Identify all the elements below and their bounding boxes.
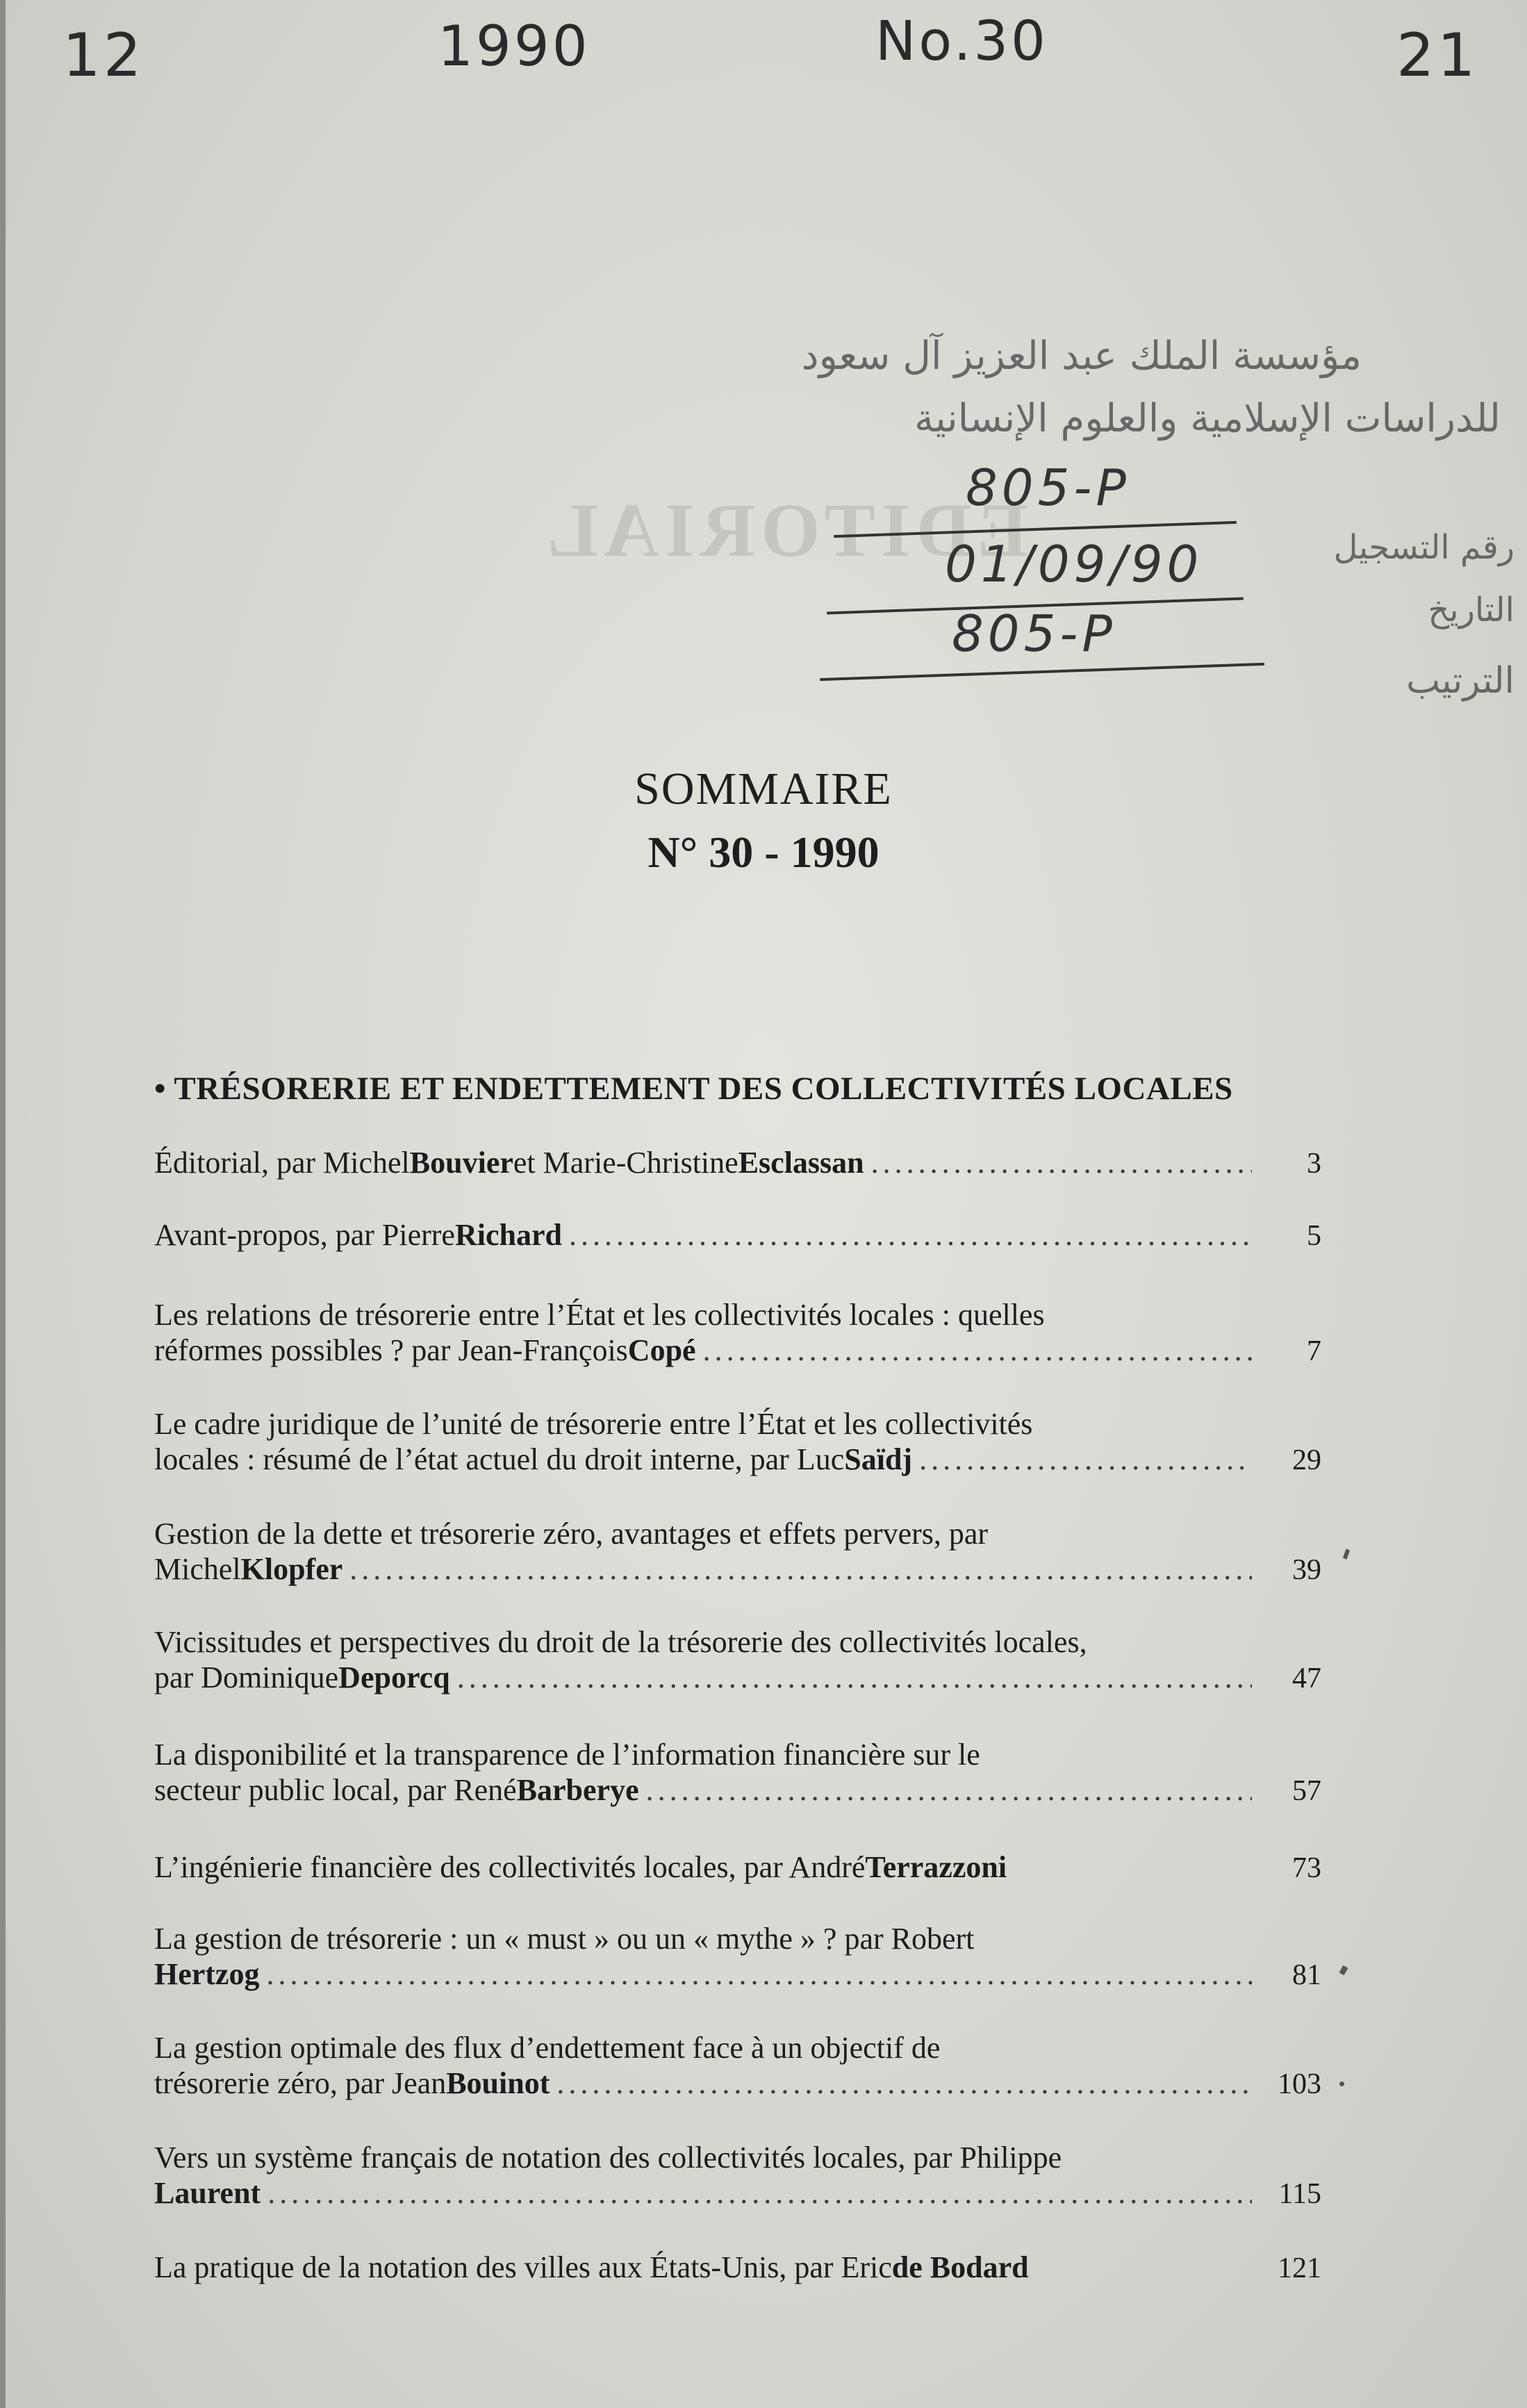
entry-text-line-1: Gestion de la dette et trésorerie zéro, avantages et effets pervers, par [154, 1517, 989, 1551]
margin-mark [1339, 1965, 1348, 1975]
entry-author: Laurent [154, 2176, 261, 2210]
entry-text-line-1: Vers un système français de notation des collectivités locales, par Philippe [154, 2141, 1062, 2175]
entry-author: Barberye [516, 1773, 639, 1807]
stamp-registration: 805-P [966, 459, 1130, 517]
entry-author: Hertzog [154, 1957, 260, 1991]
toc-entry [154, 1849, 1321, 1886]
entry-text: réformes possibles ? par Jean-François [154, 1333, 628, 1367]
handwritten-number-left: 12 [63, 21, 145, 90]
page-number: 39 [1292, 1554, 1321, 1586]
toc-entry [154, 1297, 1321, 1369]
page-number: 29 [1292, 1444, 1321, 1476]
entry-text-line-1: La gestion optimale des flux d’endettement face à un objectif de [154, 2031, 941, 2065]
entry-author: Bouvier [409, 1146, 513, 1180]
margin-mark [1343, 1549, 1350, 1559]
toc-entry [154, 2140, 1321, 2212]
toc-entry [154, 2250, 1321, 2286]
leader-dots [267, 2175, 1252, 2211]
toc-entry [154, 1737, 1321, 1809]
entry-author: Saïdj [844, 1442, 913, 1476]
toc-entry [154, 1406, 1321, 1478]
toc-entry [154, 2030, 1321, 2102]
toc-entry [154, 1516, 1321, 1588]
entry-text: Avant-propos, par Pierre [154, 1218, 455, 1252]
page-edge [0, 0, 6, 2408]
margin-mark [1339, 2081, 1344, 2086]
library-stamp [801, 320, 1514, 709]
leader-dots [871, 1145, 1252, 1180]
entry-text-line-1: La gestion de trésorerie : un « must » ou un « mythe » ? par Robert [154, 1922, 975, 1956]
entry-author: de Bodard [891, 2250, 1029, 2284]
page-number: 115 [1278, 2178, 1321, 2210]
entry-text-line-1: Le cadre juridique de l’unité de trésorerie entre l’État et les collectivités [154, 1407, 1033, 1441]
leader-dots [266, 1956, 1252, 1992]
entry-author: Klopfer [240, 1552, 343, 1586]
stamp-arabic-line-1: مؤسسة الملك عبد العزيز آل سعود [801, 333, 1362, 379]
page-number: 7 [1307, 1335, 1321, 1367]
section-heading: • TRÉSORERIE ET ENDETTEMENT DES COLLECTIVITÉS LOCALES [154, 1071, 1233, 1107]
stamp-arabic-line-4: التاريخ [1428, 591, 1514, 629]
handwritten-year: 1990 [438, 14, 591, 79]
page-number: 81 [1292, 1959, 1321, 1991]
handwritten-issue: No.30 [875, 10, 1048, 73]
entry-author-2: Esclassan [738, 1146, 864, 1180]
entry-author: Deporcq [338, 1660, 450, 1694]
toc-entry [154, 1921, 1321, 1993]
leader-dots [919, 1442, 1252, 1477]
entry-text: Michel [154, 1552, 241, 1586]
toc-entry [154, 1145, 1321, 1182]
stamp-arabic-line-3: رقم التسجيل [1333, 528, 1514, 567]
stamp-rule-3 [820, 663, 1264, 681]
entry-text: secteur public local, par René [154, 1773, 517, 1807]
stamp-arabic-line-5: الترتيب [1406, 660, 1514, 702]
entry-text-line-1: Vicissitudes et perspectives du droit de la trésorerie des collectivités locales, [154, 1625, 1087, 1659]
toc-entry [154, 1217, 1321, 1254]
leader-dots [569, 1217, 1252, 1253]
leader-dots [646, 1772, 1252, 1808]
entry-text: La pratique de la notation des villes aux États-Unis, par Eric [154, 2250, 892, 2284]
entry-text: par Dominique [154, 1660, 339, 1694]
page-number: 47 [1292, 1663, 1321, 1694]
entry-text: Éditorial, par Michel [154, 1146, 410, 1180]
entry-text: trésorerie zéro, par Jean [154, 2066, 447, 2100]
page-title: SOMMAIRE [634, 764, 893, 814]
entry-author: Terrazzoni [865, 1850, 1007, 1884]
page-number: 57 [1292, 1775, 1321, 1807]
page-number: 3 [1307, 1148, 1321, 1180]
entry-text-line-1: Les relations de trésorerie entre l’État et les collectivités locales : quelles [154, 1298, 1045, 1332]
entry-text-line-1: La disponibilité et la transparence de l’information financière sur le [154, 1738, 980, 1772]
page-number: 73 [1292, 1852, 1321, 1884]
leader-dots [349, 1551, 1252, 1587]
entry-text-mid: et Marie-Christine [513, 1146, 738, 1180]
entry-text: L’ingénierie financière des collectivités locales, par André [154, 1850, 866, 1884]
leader-dots [703, 1333, 1252, 1368]
page-number: 5 [1307, 1220, 1321, 1252]
stamp-date: 01/09/90 [945, 535, 1203, 593]
bleed-through-heading: EDITORIAL [542, 488, 1028, 572]
issue-number: N° 30 - 1990 [647, 827, 880, 877]
page-number: 121 [1278, 2252, 1321, 2284]
entry-author: Richard [454, 1218, 562, 1252]
stamp-classification: 805-P [952, 604, 1116, 663]
toc-entry [154, 1624, 1321, 1697]
entry-author: Bouinot [446, 2066, 550, 2100]
leader-dots [556, 2065, 1252, 2101]
leader-dots [457, 1660, 1252, 1695]
entry-author: Copé [627, 1333, 696, 1367]
entry-text: locales : résumé de l’état actuel du droit interne, par Luc [154, 1442, 845, 1476]
stamp-arabic-line-2: للدراسات الإسلامية والعلوم الإنسانية [914, 396, 1501, 441]
page-number: 103 [1278, 2068, 1321, 2100]
handwritten-number-right: 21 [1396, 21, 1478, 90]
